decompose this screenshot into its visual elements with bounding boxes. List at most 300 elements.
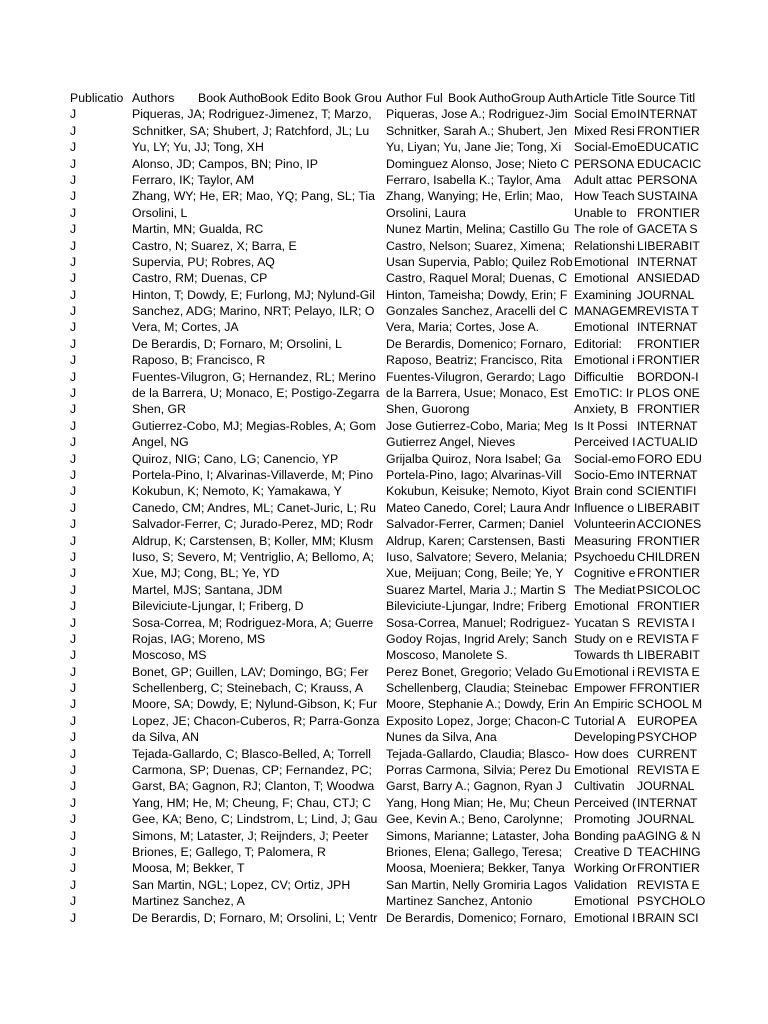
table-cell[interactable]: Piqueras, Jose A.; Rodriguez-Jim (386, 107, 568, 122)
table-cell[interactable]: FORO EDU (637, 451, 702, 466)
table-cell[interactable]: Measuring (574, 533, 632, 548)
table-cell[interactable]: JOURNAL (637, 779, 695, 794)
table-cell[interactable]: Schellenberg, Claudia; Steinebac (386, 681, 568, 696)
table-cell[interactable]: Mixed Resi (574, 123, 635, 138)
column-header[interactable]: Group Auth (511, 91, 574, 105)
table-cell[interactable]: Vera, M; Cortes, JA (132, 320, 239, 335)
table-cell[interactable]: Nunes da Silva, Ana (386, 730, 497, 745)
table-cell[interactable]: FRONTIER (637, 861, 700, 876)
table-cell[interactable]: Developing (574, 730, 636, 745)
column-header[interactable]: Book Edito (260, 91, 320, 105)
table-row (70, 828, 701, 844)
table-cell[interactable]: Raposo, B; Francisco, R (132, 353, 266, 368)
column-header[interactable]: Source Titl (637, 91, 696, 105)
table-cell[interactable]: Mateo Canedo, Corel; Laura Andr (386, 500, 570, 515)
table-cell[interactable]: SCHOOL M (637, 697, 703, 712)
table-cell[interactable]: J (70, 386, 77, 401)
table-cell[interactable]: J (70, 599, 77, 614)
table-cell[interactable]: Orsolini, L (132, 205, 188, 220)
table-cell[interactable]: Shen, GR (132, 402, 186, 417)
table-row (70, 746, 698, 762)
table-cell[interactable]: Shen, Guorong (386, 402, 470, 417)
table-cell[interactable]: PLOS ONE (637, 386, 700, 401)
table-cell[interactable]: Suarez Martel, Maria J.; Martin S (386, 582, 566, 597)
table-cell[interactable]: INTERNAT (637, 418, 698, 433)
table-row (70, 500, 698, 516)
table-cell[interactable]: J (70, 549, 77, 564)
table-cell[interactable]: Supervia, PU; Robres, AQ (132, 254, 275, 269)
table-cell[interactable]: Schnitker, SA; Shubert, J; Ratchford, JL; Lu (132, 123, 370, 138)
table-row (70, 123, 698, 139)
table-cell[interactable]: REVISTA E (637, 877, 700, 892)
table-cell[interactable]: J (70, 894, 77, 909)
table-cell[interactable]: Towards th (574, 648, 634, 663)
table-row (70, 401, 698, 417)
table-cell[interactable]: J (70, 467, 77, 482)
table-cell[interactable]: EUROPEA (637, 713, 698, 728)
table-row (70, 434, 698, 450)
table-cell[interactable]: J (70, 254, 77, 269)
table-cell[interactable]: San Martin, Nelly Gromiria Lagos (386, 877, 568, 892)
table-cell[interactable]: Aldrup, K; Carstensen, B; Koller, MM; Klusm (132, 533, 374, 548)
table-cell[interactable]: Castro, N; Suarez, X; Barra, E (132, 238, 297, 253)
table-cell[interactable]: Ferraro, Isabella K.; Taylor, Ama (386, 172, 561, 187)
table-cell[interactable]: Ferraro, IK; Taylor, AM (132, 172, 255, 187)
table-cell[interactable]: Social-emo (574, 451, 636, 466)
header-row (70, 90, 698, 106)
table-cell[interactable]: Martinez Sanchez, Antonio (386, 894, 533, 909)
table-cell[interactable]: San Martin, NGL; Lopez, CV; Ortiz, JPH (132, 877, 351, 892)
table-cell[interactable]: Dominguez Alonso, Jose; Nieto C (386, 156, 570, 171)
table-cell[interactable]: Moscoso, Manolete S. (386, 648, 508, 663)
table-row (70, 664, 698, 680)
table-cell[interactable]: Yucatan S (574, 615, 631, 630)
table-cell[interactable]: J (70, 763, 77, 778)
table-cell[interactable]: Anxiety, B (574, 402, 629, 417)
table-cell[interactable]: De Berardis, D; Fornaro, M; Orsolini, L; Ventr (132, 910, 378, 925)
table-cell[interactable]: Socio-Emo (574, 467, 635, 482)
table-cell[interactable]: Castro, RM; Duenas, CP (132, 271, 268, 286)
table-cell[interactable]: da Silva, AN (132, 730, 199, 745)
table-row (70, 696, 703, 712)
table-cell[interactable]: Working Or (574, 861, 636, 876)
table-row (70, 680, 698, 696)
table-cell[interactable]: Influence o (574, 500, 635, 515)
table-row (70, 893, 706, 909)
table-cell[interactable]: GACETA S (637, 222, 698, 237)
table-row (70, 877, 698, 893)
table-cell[interactable]: Yu, LY; Yu, JJ; Tong, XH (132, 140, 264, 155)
table-cell[interactable]: Emotional (574, 271, 629, 286)
table-row (70, 910, 698, 926)
table-row (70, 254, 698, 270)
table-cell[interactable]: Zhang, WY; He, ER; Mao, YQ; Pang, SL; Tia (132, 189, 375, 204)
table-cell[interactable]: J (70, 156, 77, 171)
table-row (70, 778, 698, 794)
table-cell[interactable]: Castro, Nelson; Suarez, Ximena; (386, 238, 566, 253)
table-cell[interactable]: J (70, 648, 77, 663)
table-row (70, 336, 698, 352)
table-cell[interactable]: Perez Bonet, Gregorio; Velado Gu (386, 664, 573, 679)
table-cell[interactable]: An Empiric (574, 697, 634, 712)
table-cell[interactable]: FRONTIER (637, 402, 700, 417)
table-cell[interactable]: Is It Possi (574, 418, 628, 433)
table-cell[interactable]: J (70, 320, 77, 335)
table-row (70, 729, 698, 745)
table-cell[interactable]: Briones, Elena; Gallego, Teresa; (386, 844, 563, 859)
table-cell[interactable]: Brain cond (574, 484, 633, 499)
table-cell[interactable]: J (70, 713, 77, 728)
column-header[interactable]: Book Grou (323, 91, 382, 105)
table-cell[interactable]: Social-Emo (574, 140, 637, 155)
table-cell[interactable]: de la Barrera, Usue; Monaco, Est (386, 386, 568, 401)
table-cell[interactable]: De Berardis, Domenico; Fornaro, (386, 910, 567, 925)
table-cell[interactable]: J (70, 271, 77, 286)
table-row (70, 631, 698, 647)
table-cell[interactable]: Creative D (574, 844, 633, 859)
table-cell[interactable]: Simons, M; Lataster, J; Reijnders, J; Peeter (132, 828, 369, 843)
table-cell[interactable]: J (70, 779, 77, 794)
table-cell[interactable]: Garst, BA; Gagnon, RJ; Clanton, T; Woodwa (132, 779, 375, 794)
table-cell[interactable]: J (70, 189, 77, 204)
table-row (70, 483, 698, 499)
table-cell[interactable]: Raposo, Beatriz; Francisco, Rita (386, 353, 563, 368)
table-cell[interactable]: Rojas, IAG; Moreno, MS (132, 631, 266, 646)
table-cell[interactable]: J (70, 402, 77, 417)
table-cell[interactable]: Lopez, JE; Chacon-Cuberos, R; Parra-Gonza (132, 713, 380, 728)
table-cell[interactable]: Piqueras, JA; Rodriguez-Jimenez, T; Marzo, (132, 107, 372, 122)
table-row (70, 319, 698, 335)
table-cell[interactable]: REVISTA I (637, 615, 695, 630)
table-cell[interactable]: Orsolini, Laura (386, 205, 466, 220)
table-cell[interactable]: Cognitive e (574, 566, 636, 581)
table-cell[interactable]: Perceived ( (574, 795, 637, 810)
table-cell[interactable]: Nunez Martin, Melina; Castillo Gu (386, 222, 570, 237)
table-cell[interactable]: LIBERABIT (637, 238, 700, 253)
table-cell[interactable]: Xue, Meijuan; Cong, Beile; Ye, Y (386, 566, 564, 581)
table-cell[interactable]: ACCIONES (637, 517, 702, 532)
table-cell[interactable]: De Berardis, Domenico; Fornaro, (386, 336, 567, 351)
column-header[interactable]: Author Ful (386, 91, 443, 105)
table-cell[interactable]: J (70, 795, 77, 810)
table-cell[interactable]: Gutierrez-Cobo, MJ; Megias-Robles, A; Gom (132, 418, 376, 433)
table-cell[interactable]: How does (574, 746, 629, 761)
table-cell[interactable]: Grijalba Quiroz, Nora Isabel; Ga (386, 451, 561, 466)
table-cell[interactable]: Sosa-Correa, Manuel; Rodriguez- (386, 615, 570, 630)
table-cell[interactable]: Emotional i (574, 664, 635, 679)
table-cell[interactable]: Study on e (574, 631, 633, 646)
table-cell[interactable]: REVISTA F (637, 631, 699, 646)
table-cell[interactable]: Sanchez, ADG; Marino, NRT; Pelayo, ILR; O (132, 304, 375, 319)
table-cell[interactable]: PERSONA (637, 172, 698, 187)
table-row (70, 533, 698, 549)
table-cell[interactable]: Quiroz, NIG; Cano, LG; Canencio, YP (132, 451, 339, 466)
table-cell[interactable]: PSYCHOLO (637, 894, 706, 909)
table-cell[interactable]: Simons, Marianne; Lataster, Joha (386, 828, 570, 843)
table-cell[interactable]: CHILDREN (637, 549, 700, 564)
table-cell[interactable]: Emotional (574, 763, 629, 778)
table-cell[interactable]: Emotional (574, 320, 629, 335)
table-cell[interactable]: Editorial: (574, 336, 622, 351)
table-cell[interactable]: BRAIN SCI (637, 910, 699, 925)
table-cell[interactable]: REVISTA E (637, 664, 700, 679)
table-cell[interactable]: FRONTIER (637, 353, 700, 368)
table-cell[interactable]: J (70, 484, 77, 499)
table-cell[interactable]: Kokubun, K; Nemoto, K; Yamakawa, Y (132, 484, 342, 499)
table-cell[interactable]: J (70, 304, 77, 319)
table-cell[interactable]: FRONTIER (637, 336, 700, 351)
table-cell[interactable]: Adult attac (574, 172, 633, 187)
table-row (70, 549, 698, 565)
table-row (70, 369, 698, 385)
table-cell[interactable]: Gee, Kevin A.; Beno, Carolynne; (386, 812, 564, 827)
table-cell[interactable]: Perceived I (574, 435, 636, 450)
table-cell[interactable]: Fuentes-Vilugron, G; Hernandez, RL; Merino (132, 369, 376, 384)
table-cell[interactable]: Godoy Rojas, Ingrid Arely; Sanch (386, 631, 568, 646)
table-cell[interactable]: Jose Gutierrez-Cobo, Maria; Meg (386, 418, 568, 433)
table-cell[interactable]: Relationshi (574, 238, 635, 253)
table-cell[interactable]: ACTUALID (637, 435, 698, 450)
table-row (70, 106, 698, 122)
column-header[interactable]: Publicatio (70, 91, 124, 105)
table-cell[interactable]: J (70, 222, 77, 237)
table-cell[interactable]: Martinez Sanchez, A (132, 894, 245, 909)
table-cell[interactable]: REVISTA T (637, 304, 699, 319)
table-cell[interactable]: Castro, Raquel Moral; Duenas, C (386, 271, 568, 286)
table-cell[interactable]: Tejada-Gallardo, Claudia; Blasco- (386, 746, 570, 761)
table-cell[interactable]: INTERNAT (637, 467, 698, 482)
table-cell[interactable]: J (70, 238, 77, 253)
table-cell[interactable]: J (70, 615, 77, 630)
table-cell[interactable]: J (70, 287, 77, 302)
table-cell[interactable]: Canedo, CM; Andres, ML; Canet-Juric, L; Ru (132, 500, 376, 515)
table-cell[interactable]: J (70, 681, 77, 696)
table-cell[interactable]: FRONTIER (637, 681, 700, 696)
table-cell[interactable]: J (70, 205, 77, 220)
table-cell[interactable]: Emotional (574, 254, 629, 269)
table-cell[interactable]: Hinton, Tameisha; Dowdy, Erin; F (386, 287, 568, 302)
table-cell[interactable]: EDUCACIC (637, 156, 702, 171)
table-cell[interactable]: JOURNAL (637, 287, 695, 302)
table-row (70, 205, 698, 221)
table-row (70, 221, 698, 237)
table-cell[interactable]: Moscoso, MS (132, 648, 207, 663)
table-cell[interactable]: Fuentes-Vilugron, Gerardo; Lago (386, 369, 566, 384)
table-cell[interactable]: Examining (574, 287, 632, 302)
table-row (70, 615, 698, 631)
table-cell[interactable]: Vera, Maria; Cortes, Jose A. (386, 320, 540, 335)
table-cell[interactable]: Schnitker, Sarah A.; Shubert, Jen (386, 123, 568, 138)
table-cell[interactable]: Aldrup, Karen; Carstensen, Basti (386, 533, 566, 548)
table-cell[interactable]: How Teach (574, 189, 635, 204)
column-header[interactable]: Book Autho (198, 91, 261, 105)
table-cell[interactable]: INTERNAT (637, 254, 698, 269)
table-cell[interactable]: MANAGEM (574, 304, 638, 319)
table-cell[interactable]: J (70, 107, 77, 122)
table-cell[interactable]: Promoting (574, 812, 631, 827)
table-cell[interactable]: Zhang, Wanying; He, Erlin; Mao, (386, 189, 564, 204)
table-cell[interactable]: J (70, 353, 77, 368)
table-cell[interactable]: J (70, 730, 77, 745)
table-cell[interactable]: The Mediat (574, 582, 636, 597)
table-cell[interactable]: Martin, MN; Gualda, RC (132, 222, 264, 237)
table-row (70, 188, 698, 204)
table-cell[interactable]: J (70, 861, 77, 876)
column-header[interactable]: Book Autho (448, 91, 511, 105)
table-cell[interactable]: Usan Supervia, Pablo; Quilez Rob (386, 254, 573, 269)
table-cell[interactable]: J (70, 631, 77, 646)
table-cell[interactable]: SUSTAINA (637, 189, 698, 204)
table-row (70, 238, 698, 254)
table-cell[interactable]: FRONTIER (637, 599, 700, 614)
table-cell[interactable]: J (70, 746, 77, 761)
table-cell[interactable]: Sosa-Correa, M; Rodriguez-Mora, A; Guerre (132, 615, 374, 630)
table-cell[interactable]: J (70, 877, 77, 892)
table-cell[interactable]: Tejada-Gallardo, C; Blasco-Belled, A; Torrell (132, 746, 371, 761)
table-row (70, 352, 698, 368)
table-cell[interactable]: Moore, Stephanie A.; Dowdy, Erin (386, 697, 570, 712)
table-cell[interactable]: FRONTIER (637, 123, 700, 138)
table-cell[interactable]: Portela-Pino, Iago; Alvarinas-Vill (386, 467, 562, 482)
table-cell[interactable]: ANSIEDAD (637, 271, 700, 286)
table-cell[interactable]: TEACHING (637, 844, 701, 859)
table-cell[interactable]: J (70, 435, 77, 450)
table-cell[interactable]: JOURNAL (637, 812, 695, 827)
table-cell[interactable]: J (70, 140, 77, 155)
table-cell[interactable]: Moore, SA; Dowdy, E; Nylund-Gibson, K; Fur (132, 697, 378, 712)
table-cell[interactable]: Empower F (574, 681, 637, 696)
table-cell[interactable]: Schellenberg, C; Steinebach, C; Krauss, A (132, 681, 364, 696)
table-cell[interactable]: Yang, HM; He, M; Cheung, F; Chau, CTJ; C (132, 795, 371, 810)
table-cell[interactable]: Hinton, T; Dowdy, E; Furlong, MJ; Nylund-Gil (132, 287, 375, 302)
table-row (70, 762, 698, 778)
table-row (70, 139, 698, 155)
table-cell[interactable]: Validation (574, 877, 628, 892)
table-cell[interactable]: Cultivatin (574, 779, 625, 794)
table-cell[interactable]: Psychoedu (574, 549, 635, 564)
table-cell[interactable]: Martel, MJS; Santana, JDM (132, 582, 283, 597)
table-cell[interactable]: Garst, Barry A.; Gagnon, Ryan J (386, 779, 563, 794)
table-cell[interactable]: J (70, 369, 77, 384)
table-cell[interactable]: Salvador-Ferrer, C; Jurado-Perez, MD; Rodr (132, 517, 374, 532)
table-cell[interactable]: J (70, 910, 77, 925)
table-cell[interactable]: Social Emo (574, 107, 637, 122)
table-cell[interactable]: Briones, E; Gallego, T; Palomera, R (132, 844, 326, 859)
table-cell[interactable]: Portela-Pino, I; Alvarinas-Villaverde, M; Pino (132, 467, 374, 482)
table-cell[interactable]: J (70, 123, 77, 138)
table-row (70, 647, 698, 663)
table-cell[interactable]: De Berardis, D; Fornaro, M; Orsolini, L (132, 336, 342, 351)
table-row (70, 172, 698, 188)
column-header[interactable]: Article Title (574, 91, 635, 105)
table-cell[interactable]: PERSONA (574, 156, 635, 171)
table-cell[interactable]: Xue, MJ; Cong, BL; Ye, YD (132, 566, 280, 581)
table-cell[interactable]: J (70, 812, 77, 827)
table-cell[interactable]: Moosa, Moeniera; Bekker, Tanya (386, 861, 565, 876)
table-row (70, 516, 702, 532)
table-cell[interactable]: J (70, 844, 77, 859)
table-cell[interactable]: Emotional I (574, 910, 636, 925)
column-header[interactable]: Authors (132, 91, 175, 105)
table-cell[interactable]: Exposito Lopez, Jorge; Chacon-C (386, 713, 570, 728)
table-cell[interactable]: BORDON-I (637, 369, 699, 384)
table-cell[interactable]: Gonzales Sanchez, Aracelli del C (386, 304, 568, 319)
table-cell[interactable]: Alonso, JD; Campos, BN; Pino, IP (132, 156, 318, 171)
table-cell[interactable]: J (70, 533, 77, 548)
table-cell[interactable]: J (70, 697, 77, 712)
table-cell[interactable]: Tutorial A (574, 713, 626, 728)
table-cell[interactable]: Bileviciute-Ljungar, I; Friberg, D (132, 599, 304, 614)
table-row (70, 467, 698, 483)
table-cell[interactable]: AGING & N (637, 828, 701, 843)
table-cell[interactable]: J (70, 582, 77, 597)
table-cell[interactable]: Emotional (574, 894, 629, 909)
table-cell[interactable]: Difficultie (574, 369, 624, 384)
table-cell[interactable]: Volunteerin (574, 517, 636, 532)
table-cell[interactable]: J (70, 451, 77, 466)
table-cell[interactable]: Yu, Liyan; Yu, Jane Jie; Tong, Xi (386, 140, 562, 155)
table-cell[interactable]: Emotional (574, 599, 629, 614)
table-cell[interactable]: Gutierrez Angel, Nieves (386, 435, 516, 450)
table-cell[interactable]: Carmona, SP; Duenas, CP; Fernandez, PC; (132, 763, 372, 778)
table-cell[interactable]: FRONTIER (637, 205, 700, 220)
table-cell[interactable]: Salvador-Ferrer, Carmen; Daniel (386, 517, 564, 532)
table-cell[interactable]: Bileviciute-Ljungar, Indre; Friberg (386, 599, 567, 614)
table-cell[interactable]: SCIENTIFI (637, 484, 697, 499)
table-cell[interactable]: Bonding pa (574, 828, 637, 843)
table-row (70, 156, 702, 172)
table-cell[interactable]: Bonet, GP; Guillen, LAV; Domingo, BG; Fer (132, 664, 369, 679)
table-cell[interactable]: LIBERABIT (637, 648, 700, 663)
table-cell[interactable]: J (70, 517, 77, 532)
table-cell[interactable]: LIBERABIT (637, 500, 700, 515)
table-row (70, 287, 698, 303)
table-cell[interactable]: J (70, 664, 77, 679)
table-cell[interactable]: J (70, 172, 77, 187)
table-cell[interactable]: Iuso, S; Severo, M; Ventriglio, A; Bellomo, A; (132, 549, 374, 564)
table-cell[interactable]: INTERNAT (637, 320, 698, 335)
table-cell[interactable]: FRONTIER (637, 533, 700, 548)
table-cell[interactable]: de la Barrera, U; Monaco, E; Postigo-Zegarra (132, 386, 380, 401)
table-cell[interactable]: FRONTIER (637, 566, 700, 581)
table-cell[interactable]: Unable to (574, 205, 627, 220)
table-cell[interactable]: J (70, 336, 77, 351)
table-cell[interactable]: J (70, 500, 77, 515)
table-cell[interactable]: Angel, NG (132, 435, 189, 450)
table-cell[interactable]: Kokubun, Keisuke; Nemoto, Kiyot (386, 484, 570, 499)
table-cell[interactable]: EDUCATIC (637, 140, 699, 155)
table-cell[interactable]: PSICOLOC (637, 582, 701, 597)
table-cell[interactable]: Porras Carmona, Silvia; Perez Du (386, 763, 571, 778)
table-cell[interactable]: INTERNAT (637, 107, 698, 122)
table-cell[interactable]: J (70, 418, 77, 433)
table-cell[interactable]: Iuso, Salvatore; Severo, Melania; (386, 549, 568, 564)
table-row (70, 385, 698, 401)
table-cell[interactable]: The role of (574, 222, 633, 237)
table-cell[interactable]: Yang, Hong Mian; He, Mu; Cheun (386, 795, 570, 810)
table-row (70, 582, 701, 598)
table-cell[interactable]: REVISTA E (637, 763, 700, 778)
table-cell[interactable]: PSYCHOP (637, 730, 698, 745)
table-cell[interactable]: EmoTIC: Ir (574, 386, 634, 401)
table-cell[interactable]: CURRENT (637, 746, 698, 761)
table-cell[interactable]: Moosa, M; Bekker, T (132, 861, 245, 876)
table-cell[interactable]: Emotional i (574, 353, 635, 368)
table-cell[interactable]: Gee, KA; Beno, C; Lindstrom, L; Lind, J; Gau (132, 812, 378, 827)
table-cell[interactable]: J (70, 828, 77, 843)
table-cell[interactable]: INTERNAT (637, 795, 698, 810)
table-cell[interactable]: J (70, 566, 77, 581)
